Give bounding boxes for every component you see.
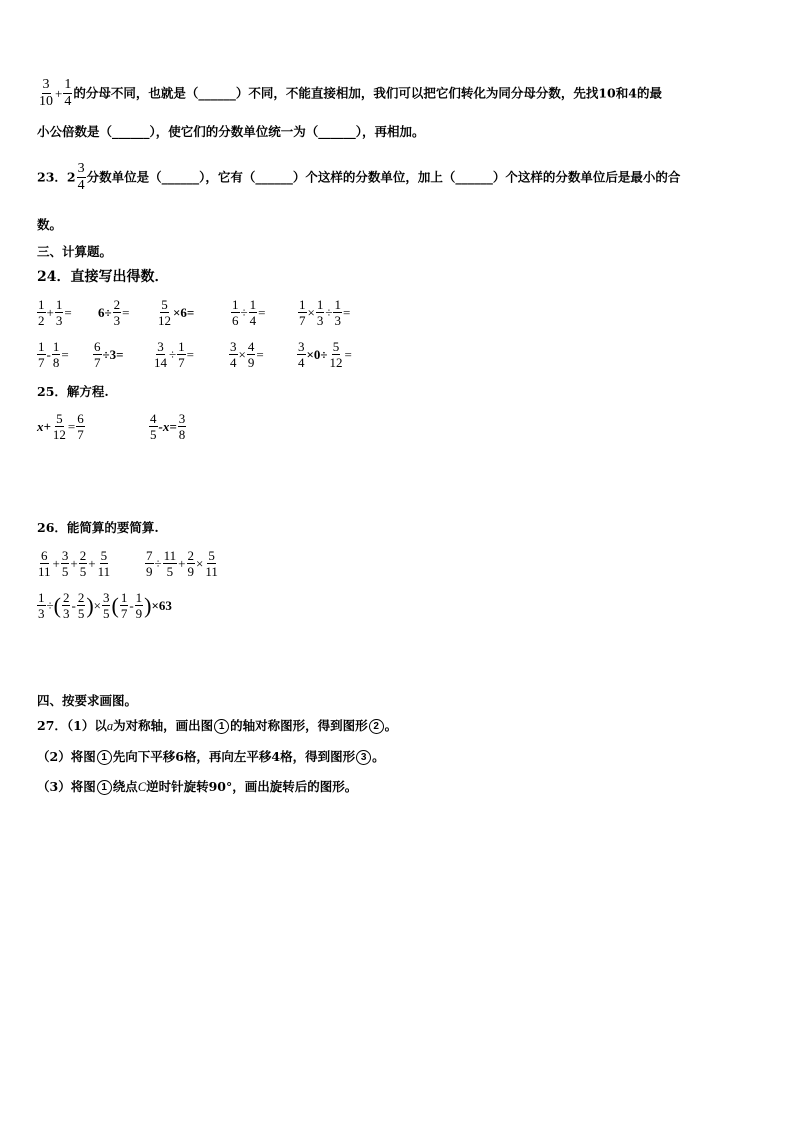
section-4-heading: 四、按要求画图。 <box>37 693 138 708</box>
fraction-3-4: $\frac{3}{4}$ <box>77 161 85 193</box>
q24-expr-1-4: $\frac{1}{6}$ ÷ $\frac{1}{4}$ = <box>232 297 266 328</box>
q27-part-3: （3）将图 1 绕点C逆时针旋转90°，画出旋转后的图形。 <box>37 779 358 794</box>
q24-expr-2-4: $\frac{3}{4}$ × $\frac{4}{9}$ = <box>230 339 264 370</box>
q24-expr-2-2: $\frac{6}{7}$ ÷3= <box>94 339 124 370</box>
q23-line1: 23．2 $\frac{3}{4}$ 分数单位是（______），它有（______）个这样的分数单位，加上（______）个这样的分数单位后是最小的合 <box>37 161 681 193</box>
q24-expr-2-3: $\frac{3}{14}$ ÷ $\frac{1}{7}$ = <box>154 339 194 370</box>
fraction-1-4: $\frac{1}{4}$ <box>64 77 72 109</box>
q26-expr-2: $\frac{7}{9}$ ÷ $\frac{11}{5}$ + $\frac{2}{9}$ × $\frac{5}{11}$ <box>146 548 218 579</box>
q24-title: 24．直接写出得数． <box>37 269 169 285</box>
q24-expr-2-5: $\frac{3}{4}$ ×0÷ $\frac{5}{12}$ = <box>298 339 352 370</box>
q23-text1: 分数单位是（______），它有（______）个这样的分数单位，加上（______）个这样的分数单位后是最小的合 <box>86 169 681 185</box>
q24-expr-2-1: 1 7 - $\frac{1}{8}$ = <box>38 339 69 370</box>
circled-number-3: 3 <box>356 750 371 765</box>
q22-text1: 的分母不同，也就是（______）不同，不能直接相加，我们可以把它们转化为同分母分数，先找10和4的最 <box>73 85 662 101</box>
q22-text2: 小公倍数是（______），使它们的分数单位统一为（______），再相加。 <box>37 124 425 139</box>
q26-title: 26．能简算的要简算. <box>37 520 159 535</box>
circled-number-2: 2 <box>369 719 384 734</box>
q27-part-1: 27．（1）以a为对称轴，画出图 1 的轴对称图形，得到图形 2 。 <box>37 718 398 733</box>
q24-expr-1-2: 6÷ $\frac{2}{3}$ = <box>98 297 130 328</box>
q25-equation-1: x+ $\frac{5}{12}$ = $\frac{6}{7}$ <box>37 411 84 442</box>
q26-expr-1: 6 11 + $\frac{3}{5}$ + $\frac{2}{5}$ + $\frac{5}{11}$ <box>38 548 111 579</box>
q24-expr-1-3: $\frac{5}{12}$ ×6= <box>158 297 195 328</box>
q27-part-2: （2）将图 1 先向下平移6格，再向左平移4格，得到图形 3 。 <box>37 749 385 764</box>
q26-expr-3: $\frac{1}{3}$ ÷ ( 2 3 - 2 5 ) × $\frac{3}{5}$ ( 1 7 - 1 9 ) ×63 <box>38 590 172 621</box>
circled-number-1: 1 <box>97 750 112 765</box>
q24-expr-1-5: $\frac{1}{7}$ × $\frac{1}{3}$ ÷ $\frac{1}{3}$ = <box>299 297 351 328</box>
q25-title: 25．解方程. <box>37 384 109 399</box>
q22-line1: $\frac{3}{10}$ + $\frac{1}{4}$ 的分母不同，也就是（______）不同，不能直接相加，我们可以把它们转化为同分母分数，先找10和4的最 <box>39 77 662 109</box>
q23-text2: 数。 <box>37 217 63 232</box>
q25-equation-2: 4 5 -x= $\frac{3}{8}$ <box>150 411 186 442</box>
circled-number-1: 1 <box>214 719 229 734</box>
section-3-heading: 三、计算题。 <box>37 244 113 259</box>
circled-number-1: 1 <box>97 780 112 795</box>
fraction-3-10: $\frac{3}{10}$ <box>39 77 53 109</box>
q24-expr-1-1: 1 2 + $\frac{1}{3}$ = <box>38 297 72 328</box>
